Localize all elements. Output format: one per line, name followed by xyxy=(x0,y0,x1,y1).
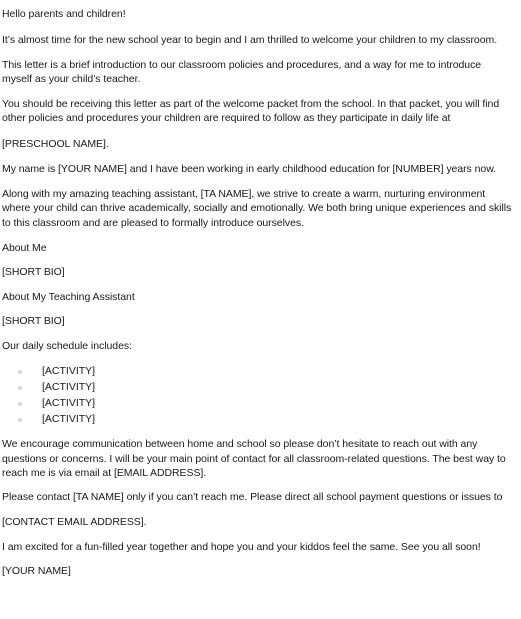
about-me-heading: About Me xyxy=(2,242,47,254)
ta-paragraph-line-2: where your child can thrive academically, socially and emotionally. We both bring unique experiences and skills xyxy=(2,202,512,214)
signature: [YOUR NAME] xyxy=(2,565,71,577)
contact-email: [CONTACT EMAIL ADDRESS]. xyxy=(2,516,147,528)
my-name-paragraph: My name is [YOUR NAME] and I have been working in early childhood education for [NUMBER] years now. xyxy=(2,163,497,175)
packet-paragraph-line-1: You should be receiving this letter as part of the welcome packet from the school. In that packet, you will find xyxy=(2,98,500,110)
list-item: [ACTIVITY] xyxy=(42,413,96,425)
list-item: [ACTIVITY] xyxy=(42,397,96,409)
about-ta-heading: About My Teaching Assistant xyxy=(2,291,135,303)
packet-paragraph-line-2: other policies and procedures your children are required to follow as they participate in daily life at xyxy=(2,112,451,124)
ta-paragraph-line-3: to this classroom and are pleased to formally introduce ourselves. xyxy=(2,217,304,229)
schedule-intro: Our daily schedule includes: xyxy=(2,340,132,352)
list-item: [ACTIVITY] xyxy=(42,381,96,393)
bullet-icon xyxy=(18,386,22,390)
about-ta-bio: [SHORT BIO] xyxy=(2,315,65,327)
list-item: [ACTIVITY] xyxy=(42,365,96,377)
closing-paragraph: I am excited for a fun-filled year together and hope you and your kiddos feel the same. See you all soon! xyxy=(2,541,481,553)
bullet-icon xyxy=(18,370,22,374)
about-me-bio: [SHORT BIO] xyxy=(2,266,65,278)
preschool-name: [PRESCHOOL NAME]. xyxy=(2,138,109,150)
bullet-icon xyxy=(18,418,22,422)
communication-paragraph-line-1: We encourage communication between home and school so please don’t hesitate to reach out with any xyxy=(2,438,478,450)
intro-paragraph: It’s almost time for the new school year to begin and I am thrilled to welcome your children to my classroom. xyxy=(2,34,498,46)
bullet-icon xyxy=(18,402,22,406)
greeting: Hello parents and children! xyxy=(2,8,126,20)
ta-paragraph-line-1: Along with my amazing teaching assistant, [TA NAME], we strive to create a warm, nurturing environment xyxy=(2,188,486,200)
purpose-paragraph-line-1: This letter is a brief introduction to our classroom policies and procedures, and a way for me to introduce xyxy=(2,59,482,71)
communication-paragraph-line-2: questions or concerns. I will be your main point of contact for all classroom-related questions. The best way to xyxy=(2,453,506,465)
contact-paragraph: Please contact [TA NAME] only if you can’t reach me. Please direct all school payment questions or issues to xyxy=(2,491,503,503)
communication-paragraph-line-3: reach me is via email at [EMAIL ADDRESS]. xyxy=(2,467,207,479)
purpose-paragraph-line-2: myself as your child’s teacher. xyxy=(2,73,141,85)
